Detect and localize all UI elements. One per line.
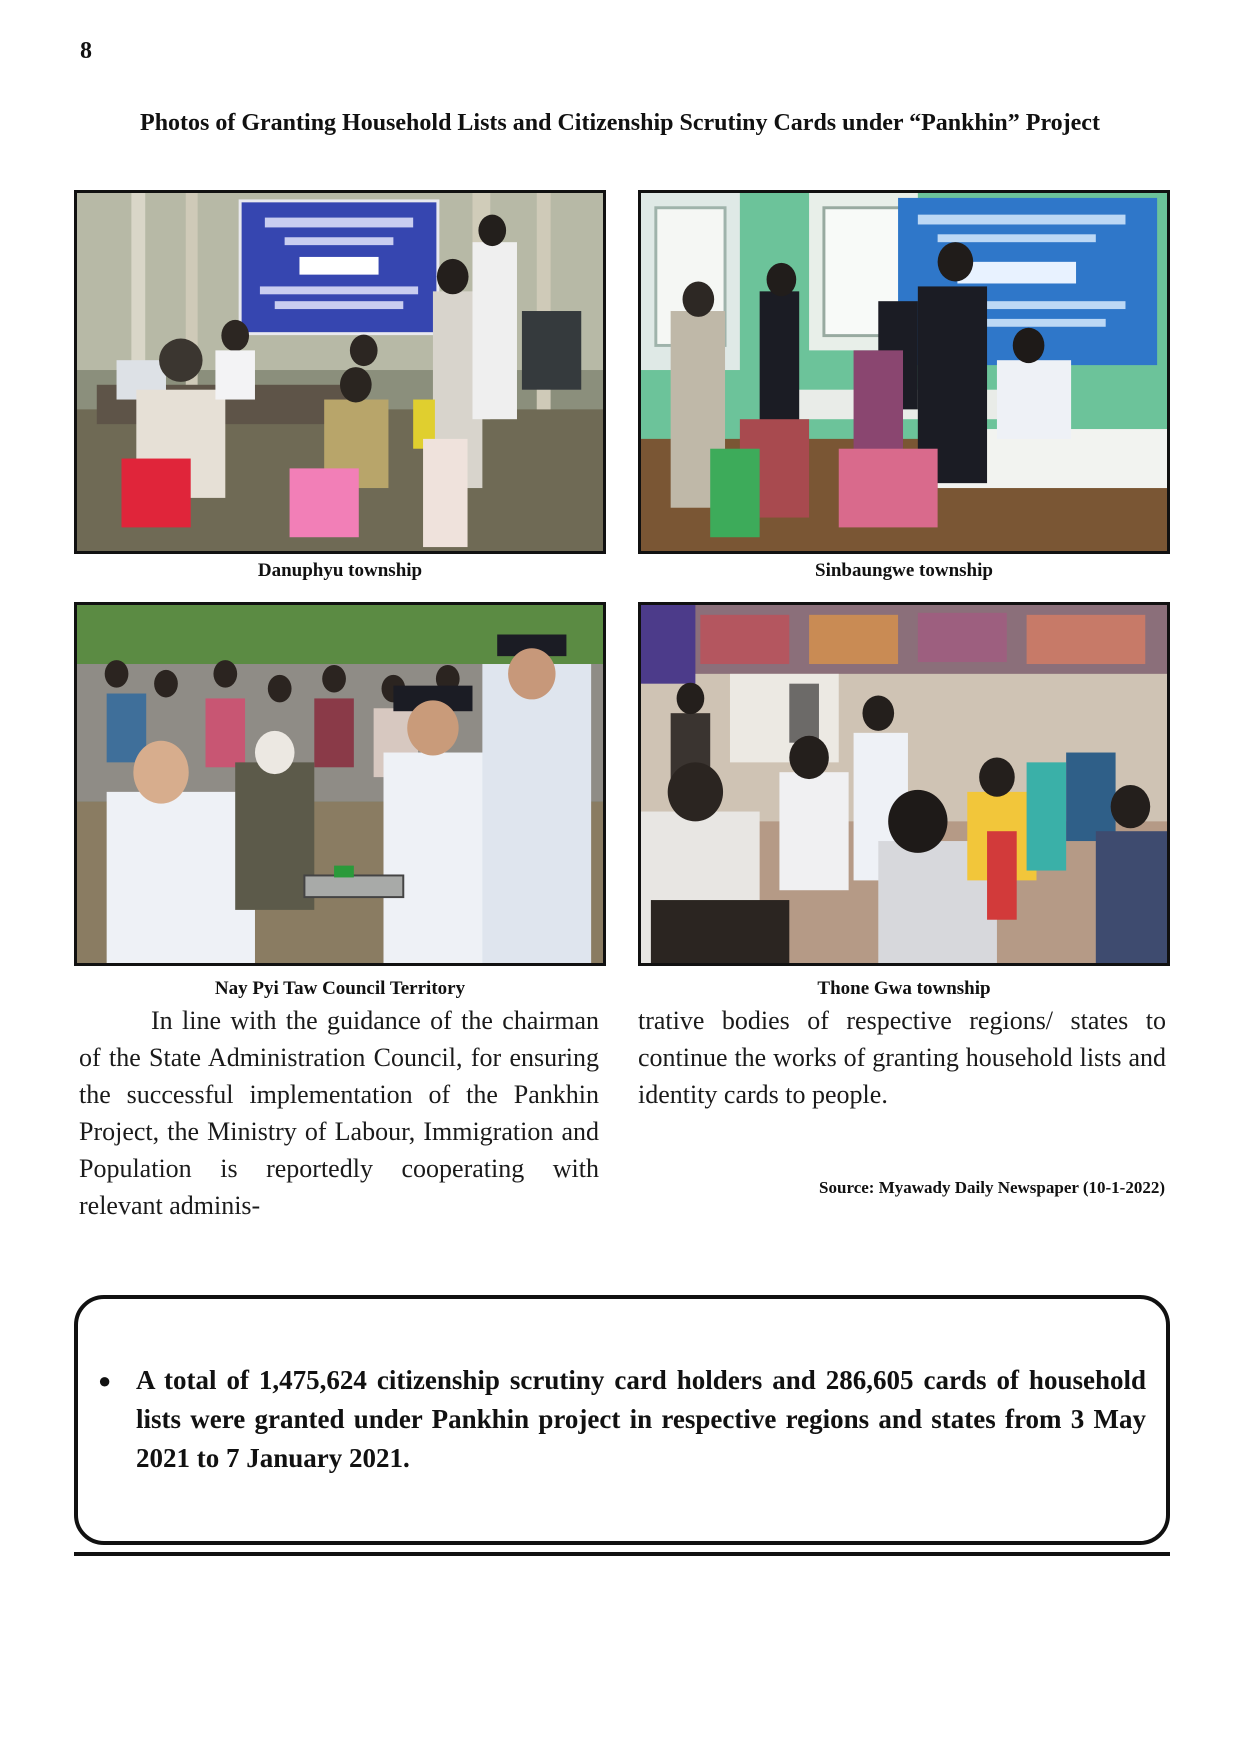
article-paragraph-right: trative bodies of respective regions/ states to continue the works of granting household lists and identity cards to people. [638,1006,1166,1109]
photo-caption: Danuphyu township [257,560,423,581]
photo-danuphyu [74,190,606,554]
article-left-column [79,1002,599,1224]
page-title: Photos of Granting Household Lists and Citizenship Scrutiny Cards under “Pankhin” Project [140,110,1100,136]
page-number: 8 [80,38,92,64]
photo-caption: Thone Gwa township [817,978,991,999]
photo-nay-pyi-taw [74,602,606,966]
summary-callout-box [74,1295,1170,1545]
photo-caption: Nay Pyi Taw Council Territory [214,978,466,999]
photo-thone-gwa [638,602,1170,966]
summary-text: A total of 1,475,624 citizenship scrutiny card holders and 286,605 cards of household lists were granted under Pankhin project in respective regions and states from 3 May 2021 to 7 January 2021. [136,1365,1146,1473]
bullet-icon: ● [98,1368,112,1393]
photo-caption: Sinbaungwe township [815,560,993,581]
summary-list-item [98,1361,1146,1478]
article-right-column [638,1002,1166,1113]
photo-sinbaungwe [638,190,1170,554]
bottom-divider [74,1552,1170,1556]
source-credit: Source: Myawady Daily Newspaper (10-1-2022) [819,1178,1165,1197]
article-paragraph-left: In line with the guidance of the chairman of the State Administration Council, for ensuring the successful implementation of the Pankhin Project, the Ministry of Labour, Immigration and Population is reportedly cooperating with relevant adminis- [79,1006,599,1220]
